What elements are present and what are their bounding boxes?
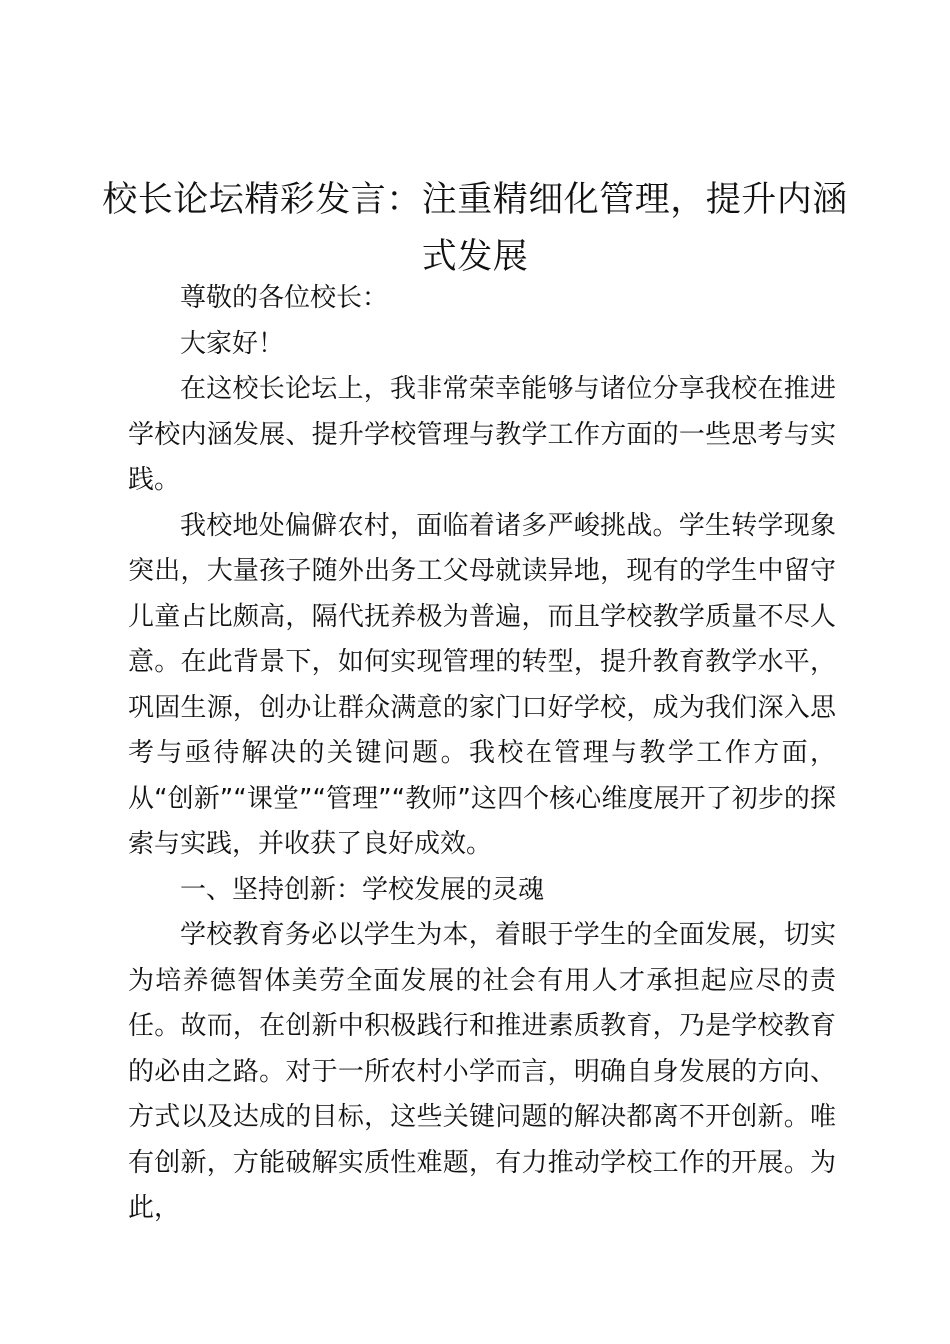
paragraph-background: 我校地处偏僻农村，面临着诸多严峻挑战。学生转学现象突出，大量孩子随外出务工父母就读异地，现有的学生中留守儿童占比颇高，隔代抚养极为普遍，而且学校教学质量不尽人意。在此背景下，如何实现管理的转型，提升教育教学水平，巩固生源，创办让群众满意的家门口好学校，成为我们深入思考与亟待解决的关键问题。我校在管理与教学工作方面，从“创新”“课堂”“管理”“教师”这四个核心维度展开了初步的探索与实践，并收获了良好成效。 xyxy=(128,510,836,859)
salutation: 尊敬的各位校长： xyxy=(180,283,389,313)
paragraph-innovation: 学校教育务必以学生为本，着眼于学生的全面发展，切实为培养德智体美劳全面发展的社会有用人才承担起应尽的责任。故而，在创新中积极践行和推进素质教育，乃是学校教育的必由之路。对于一所农村小学而言，明确自身发展的方向、方式以及达成的目标，这些关键问题的解决都离不开创新。唯有创新，方能破解实质性难题，有力推动学校工作的开展。为此， xyxy=(128,920,836,1223)
greeting: 大家好！ xyxy=(180,328,285,359)
document-body xyxy=(128,276,836,1232)
paragraph-intro: 在这校长论坛上，我非常荣幸能够与诸位分享我校在推进学校内涵发展、提升学校管理与教学工作方面的一些思考与实践。 xyxy=(128,374,836,495)
document-title: 校长论坛精彩发言：注重精细化管理，提升内涵式发展 xyxy=(102,180,848,277)
section-heading: 一、坚持创新：学校发展的灵魂 xyxy=(180,874,545,905)
